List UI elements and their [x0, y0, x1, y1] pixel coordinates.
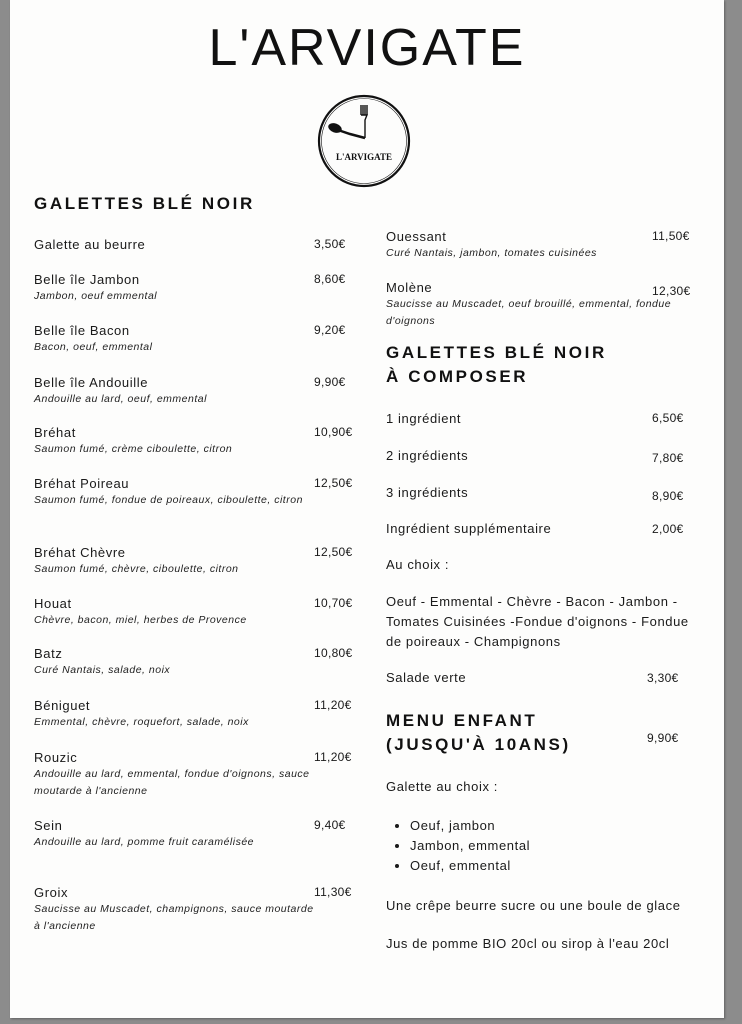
item-price: 8,90€: [652, 489, 684, 503]
menu-item: [34, 884, 314, 935]
menu-item: [34, 475, 314, 509]
section-heading-galettes: GALETTES BLÉ NOIR: [34, 194, 255, 213]
menu-item: [34, 236, 314, 253]
item-name: Béniguet: [34, 698, 91, 713]
item-price: 9,90€: [314, 375, 346, 389]
heading-line: (JUSQU'À 10ANS): [386, 735, 571, 754]
item-description: Andouille au lard, pomme fruit caramélisée: [34, 836, 255, 848]
menu-item: [386, 484, 636, 501]
item-description: Saucisse au Muscadet, oeuf brouillé, emmental, fondue d'oignons: [386, 298, 672, 327]
menu-page: [10, 0, 724, 1018]
item-name: Batz: [34, 646, 63, 661]
item-name: Belle île Jambon: [34, 272, 140, 287]
heading-line: À COMPOSER: [386, 367, 529, 386]
item-name: Sein: [34, 818, 63, 833]
restaurant-title: L'ARVIGATE: [208, 19, 526, 77]
section-heading-compose: [386, 341, 607, 389]
clock-logo-icon: [316, 93, 412, 189]
item-name: 2 ingrédients: [386, 448, 469, 463]
menu-item: [34, 544, 314, 578]
item-description: Emmental, chèvre, roquefort, salade, noix: [34, 716, 249, 728]
item-price: 11,20€: [314, 698, 352, 712]
salad-name: Salade verte: [386, 670, 467, 685]
ingredient-choices: Oeuf - Emmental - Chèvre - Bacon - Jambon - Tomates Cuisinées -Fondue d'oignons - Fondue de poireaux - Champignons: [386, 594, 689, 649]
item-name: Bréhat: [34, 425, 76, 440]
item-price: 10,80€: [314, 646, 353, 660]
item-price: 11,30€: [314, 885, 352, 899]
menu-item: [386, 410, 636, 427]
item-name: 3 ingrédients: [386, 485, 469, 500]
kids-option: • Oeuf, emmental: [410, 856, 530, 876]
menu-item: [34, 645, 314, 679]
item-name: Ouessant: [386, 229, 447, 244]
item-description: Saucisse au Muscadet, champignons, sauce moutarde à l'ancienne: [34, 903, 314, 932]
menu-item: [386, 279, 676, 330]
item-name: Ingrédient supplémentaire: [386, 521, 552, 536]
item-price: 2,00€: [652, 522, 684, 536]
item-description: Bacon, oeuf, emmental: [34, 341, 153, 353]
item-description: Andouille au lard, oeuf, emmental: [34, 393, 207, 405]
item-name: Galette au beurre: [34, 237, 146, 252]
item-price: 12,30€: [652, 284, 691, 298]
item-description: Chèvre, bacon, miel, herbes de Provence: [34, 614, 247, 626]
item-description: Saumon fumé, chèvre, ciboulette, citron: [34, 563, 239, 575]
menu-item: [34, 322, 314, 356]
menu-item: [34, 374, 314, 408]
item-name: Houat: [34, 596, 72, 611]
menu-item: [34, 817, 314, 851]
kids-menu-price: 9,90€: [647, 731, 679, 745]
item-name: Groix: [34, 885, 69, 900]
item-name: Molène: [386, 280, 433, 295]
heading-line: GALETTES BLÉ NOIR: [386, 343, 607, 362]
item-description: Curé Nantais, jambon, tomates cuisinées: [386, 247, 597, 259]
item-price: 11,20€: [314, 750, 352, 764]
kids-dessert: Une crêpe beurre sucre ou une boule de glace: [386, 898, 681, 913]
menu-item: [34, 697, 314, 731]
item-name: Bréhat Chèvre: [34, 545, 126, 560]
salad-price: 3,30€: [647, 671, 679, 685]
item-name: Rouzic: [34, 750, 78, 765]
item-description: Saumon fumé, fondue de poireaux, ciboulette, citron: [34, 494, 303, 506]
item-price: 3,50€: [314, 237, 346, 251]
kids-option: • Oeuf, jambon: [410, 816, 530, 836]
item-price: 7,80€: [652, 451, 684, 465]
menu-item: [386, 520, 636, 537]
kids-option: • Jambon, emmental: [410, 836, 530, 856]
item-price: 12,50€: [314, 476, 353, 490]
heading-line: MENU ENFANT: [386, 711, 538, 730]
item-description: Saumon fumé, crème ciboulette, citron: [34, 443, 233, 455]
item-price: 11,50€: [652, 229, 690, 243]
item-price: 10,90€: [314, 425, 353, 439]
menu-item: [386, 447, 636, 464]
galette-choice-label: Galette au choix :: [386, 779, 498, 794]
item-price: 9,20€: [314, 323, 346, 337]
choice-label: Au choix :: [386, 557, 450, 572]
kids-options-list: [386, 816, 530, 876]
menu-item: [34, 595, 314, 629]
menu-item: [34, 749, 314, 800]
item-name: Belle île Bacon: [34, 323, 130, 338]
item-description: Andouille au lard, emmental, fondue d'oignons, sauce moutarde à l'ancienne: [34, 768, 310, 797]
menu-item: [34, 271, 314, 305]
item-price: 6,50€: [652, 411, 684, 425]
kids-drink: Jus de pomme BIO 20cl ou sirop à l'eau 20cl: [386, 936, 670, 951]
item-price: 9,40€: [314, 818, 346, 832]
item-price: 8,60€: [314, 272, 346, 286]
item-description: Jambon, oeuf emmental: [34, 290, 158, 302]
item-name: Bréhat Poireau: [34, 476, 130, 491]
section-heading-kids-menu: [386, 709, 571, 757]
logo-text: L'ARVIGATE: [335, 152, 393, 162]
item-name: Belle île Andouille: [34, 375, 149, 390]
item-price: 12,50€: [314, 545, 353, 559]
item-price: 10,70€: [314, 596, 353, 610]
menu-item: [34, 424, 314, 458]
item-name: 1 ingrédient: [386, 411, 462, 426]
menu-item: [386, 228, 676, 262]
item-description: Curé Nantais, salade, noix: [34, 664, 171, 676]
